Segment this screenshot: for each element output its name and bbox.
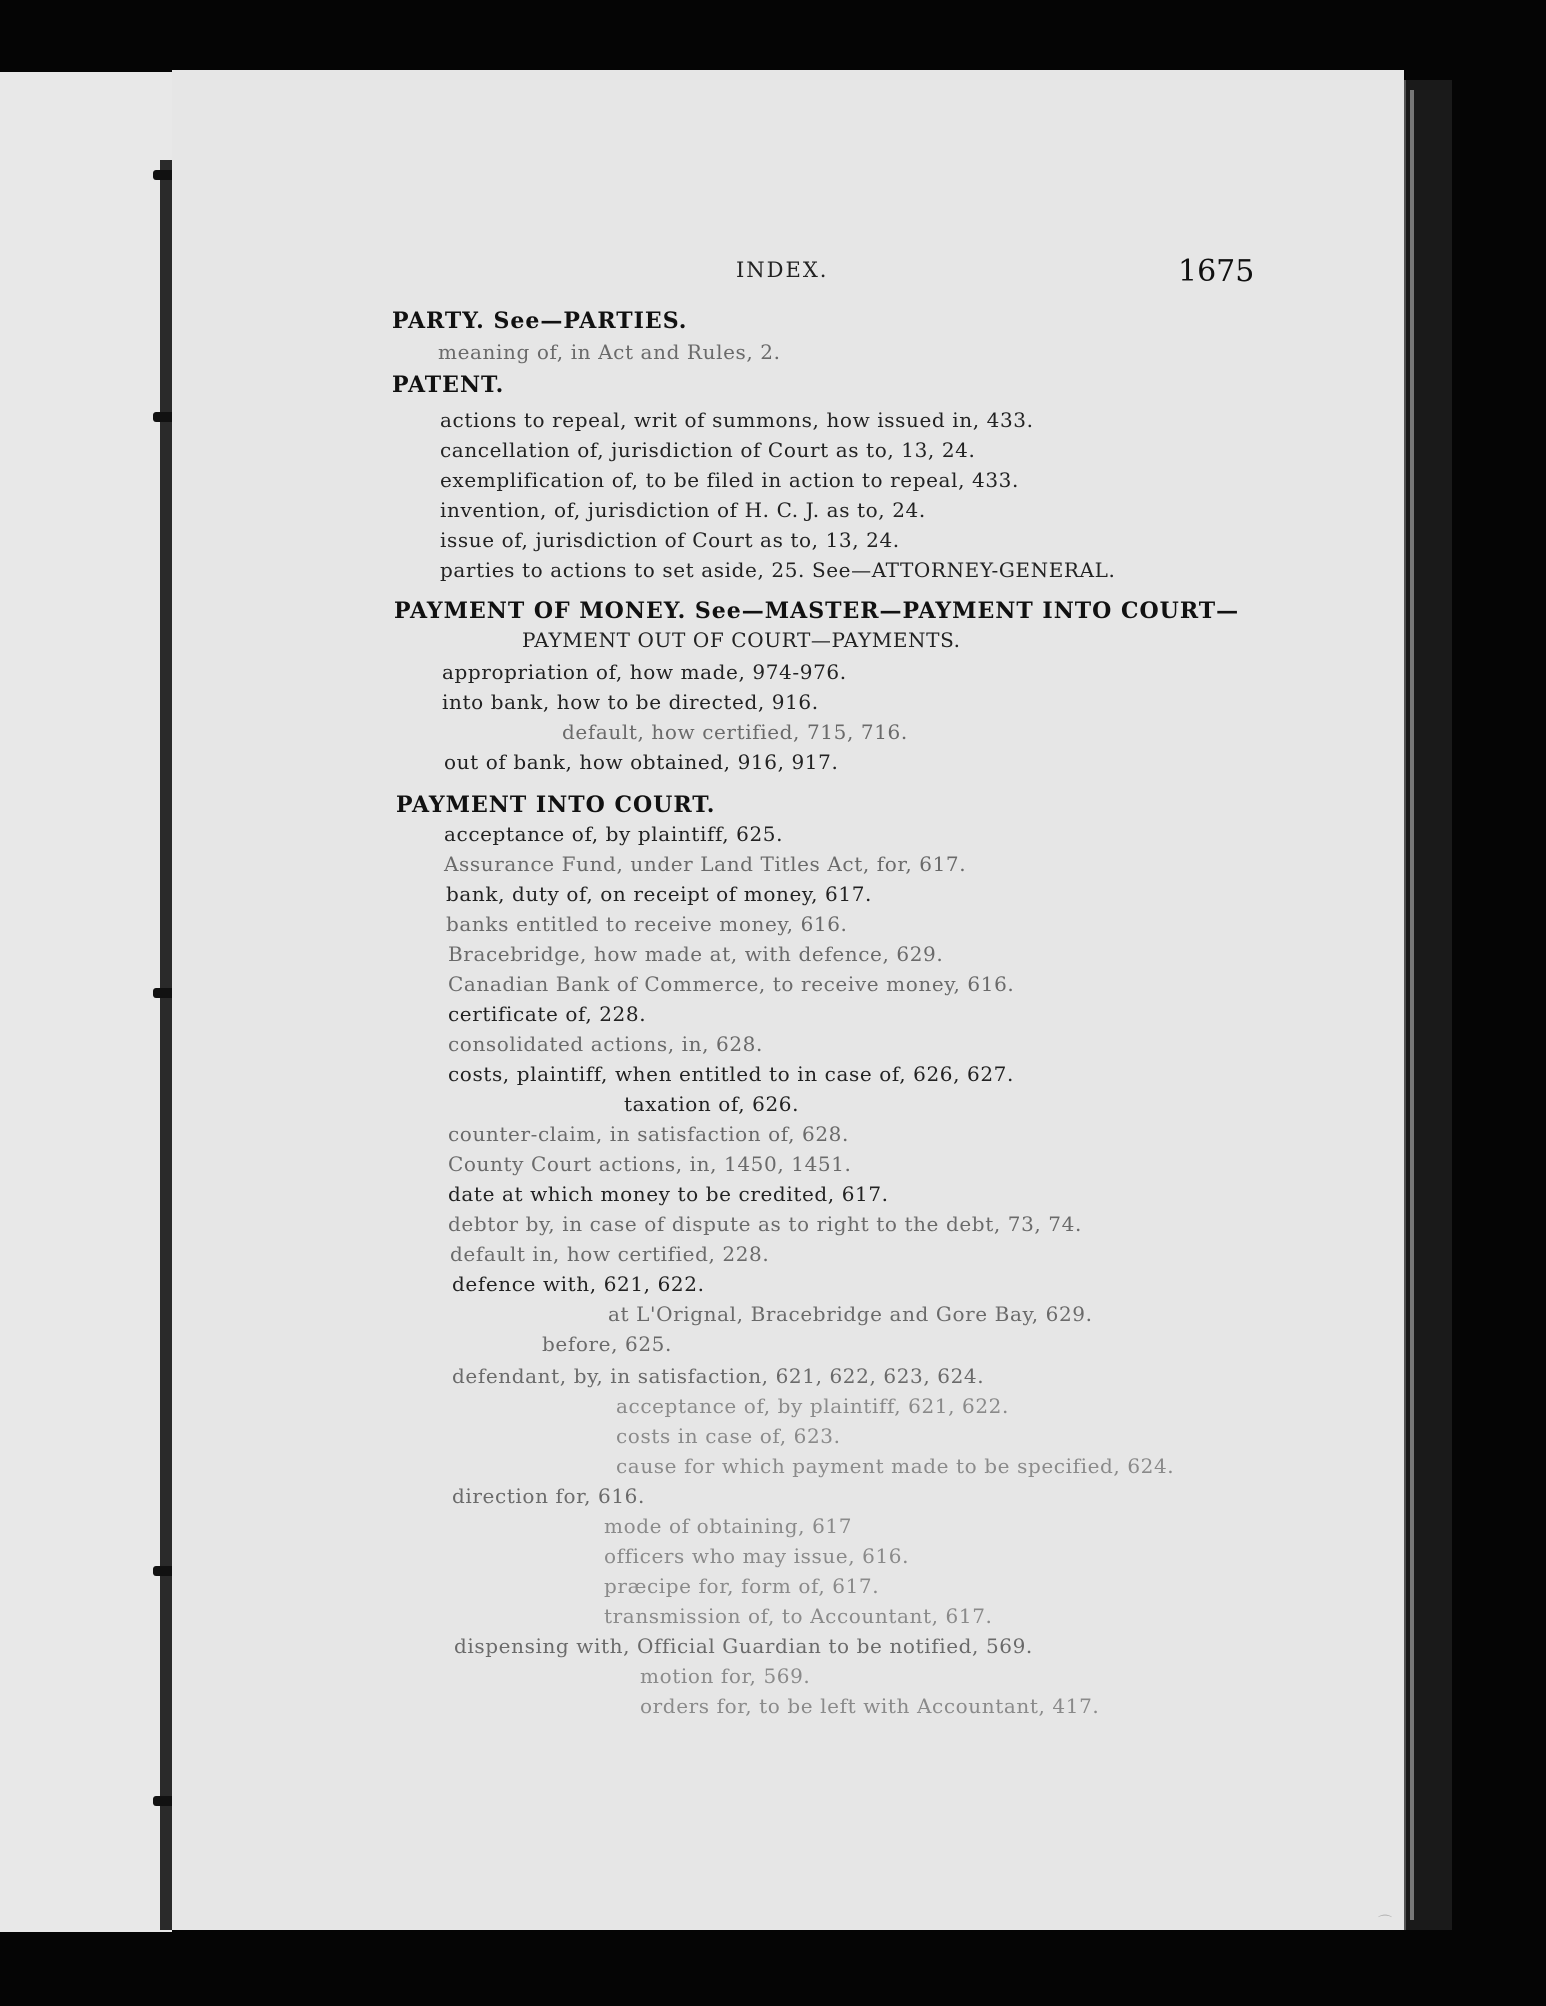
index-subentry: out of bank, how obtained, 916, 917. [444, 750, 839, 774]
index-subentry: parties to actions to set aside, 25. See—ATTORNEY-GENERAL. [440, 558, 1116, 582]
index-subentry: exemplification of, to be filed in action to repeal, 433. [440, 468, 1019, 492]
running-head: INDEX. [736, 258, 829, 282]
index-subentry: into bank, how to be directed, 916. [442, 690, 819, 714]
index-heading: PATENT. [392, 372, 505, 398]
index-heading: PAYMENT OF MONEY. See—MASTER—PAYMENT INTO COURT— [394, 598, 1240, 624]
index-sub-subentry: cause for which payment made to be specified, 624. [616, 1454, 1175, 1478]
index-subentry: cancellation of, jurisdiction of Court as to, 13, 24. [440, 438, 976, 462]
index-sub-subentry: orders for, to be left with Accountant, 417. [640, 1694, 1100, 1718]
index-subentry: consolidated actions, in, 628. [448, 1032, 763, 1056]
index-subentry: certificate of, 228. [448, 1002, 647, 1026]
index-subentry: Bracebridge, how made at, with defence, 629. [448, 942, 944, 966]
index-sub-subentry: officers who may issue, 616. [604, 1544, 910, 1568]
index-subentry: issue of, jurisdiction of Court as to, 13, 24. [440, 528, 900, 552]
index-sub-subentry: taxation of, 626. [624, 1092, 800, 1116]
index-subentry: actions to repeal, writ of summons, how issued in, 433. [440, 408, 1034, 432]
index-subentry: counter-claim, in satisfaction of, 628. [448, 1122, 849, 1146]
index-sub-subentry: at L'Orignal, Bracebridge and Gore Bay, 629. [608, 1302, 1093, 1326]
index-sub-subentry: before, 625. [542, 1332, 672, 1356]
index-subentry: banks entitled to receive money, 616. [446, 912, 848, 936]
index-subentry: dispensing with, Official Guardian to be notified, 569. [454, 1634, 1033, 1658]
index-sub-subentry: præcipe for, form of, 617. [604, 1574, 880, 1598]
page-block-line [1410, 90, 1414, 1920]
index-subentry: meaning of, in Act and Rules, 2. [438, 340, 781, 364]
index-subentry: default in, how certified, 228. [450, 1242, 770, 1266]
index-subentry: County Court actions, in, 1450, 1451. [448, 1152, 852, 1176]
index-sub-subentry: transmission of, to Accountant, 617. [604, 1604, 993, 1628]
index-heading: PAYMENT INTO COURT. [396, 792, 716, 818]
index-sub-subentry: costs in case of, 623. [616, 1424, 841, 1448]
index-entries [172, 0, 1404, 2006]
index-subentry: defence with, 621, 622. [452, 1272, 705, 1296]
index-sub-subentry: motion for, 569. [640, 1664, 811, 1688]
index-heading: PARTY. See—PARTIES. [392, 308, 688, 334]
index-subentry: acceptance of, by plaintiff, 625. [444, 822, 784, 846]
page-corner-curl-icon: ⌒ [1378, 1915, 1392, 1931]
index-subentry: invention, of, jurisdiction of H. C. J. as to, 24. [440, 498, 926, 522]
index-sub-subentry: mode of obtaining, 617 [604, 1514, 853, 1538]
index-subentry: Assurance Fund, under Land Titles Act, for, 617. [444, 852, 967, 876]
index-subentry: bank, duty of, on receipt of money, 617. [446, 882, 872, 906]
index-subentry: date at which money to be credited, 617. [448, 1182, 889, 1206]
page-number: 1675 [1178, 254, 1255, 289]
index-subentry: debtor by, in case of dispute as to right to the debt, 73, 74. [448, 1212, 1082, 1236]
index-sub-subentry: default, how certified, 715, 716. [562, 720, 908, 744]
index-subentry: Canadian Bank of Commerce, to receive money, 616. [448, 972, 1015, 996]
index-subentry: appropriation of, how made, 974-976. [442, 660, 847, 684]
facing-page-edge [0, 72, 172, 1932]
index-sub-subentry: acceptance of, by plaintiff, 621, 622. [616, 1394, 1009, 1418]
index-heading-continuation: PAYMENT OUT OF COURT—PAYMENTS. [522, 628, 961, 652]
index-subentry: defendant, by, in satisfaction, 621, 622, 623, 624. [452, 1364, 985, 1388]
index-subentry: direction for, 616. [452, 1484, 645, 1508]
index-subentry: costs, plaintiff, when entitled to in case of, 626, 627. [448, 1062, 1014, 1086]
